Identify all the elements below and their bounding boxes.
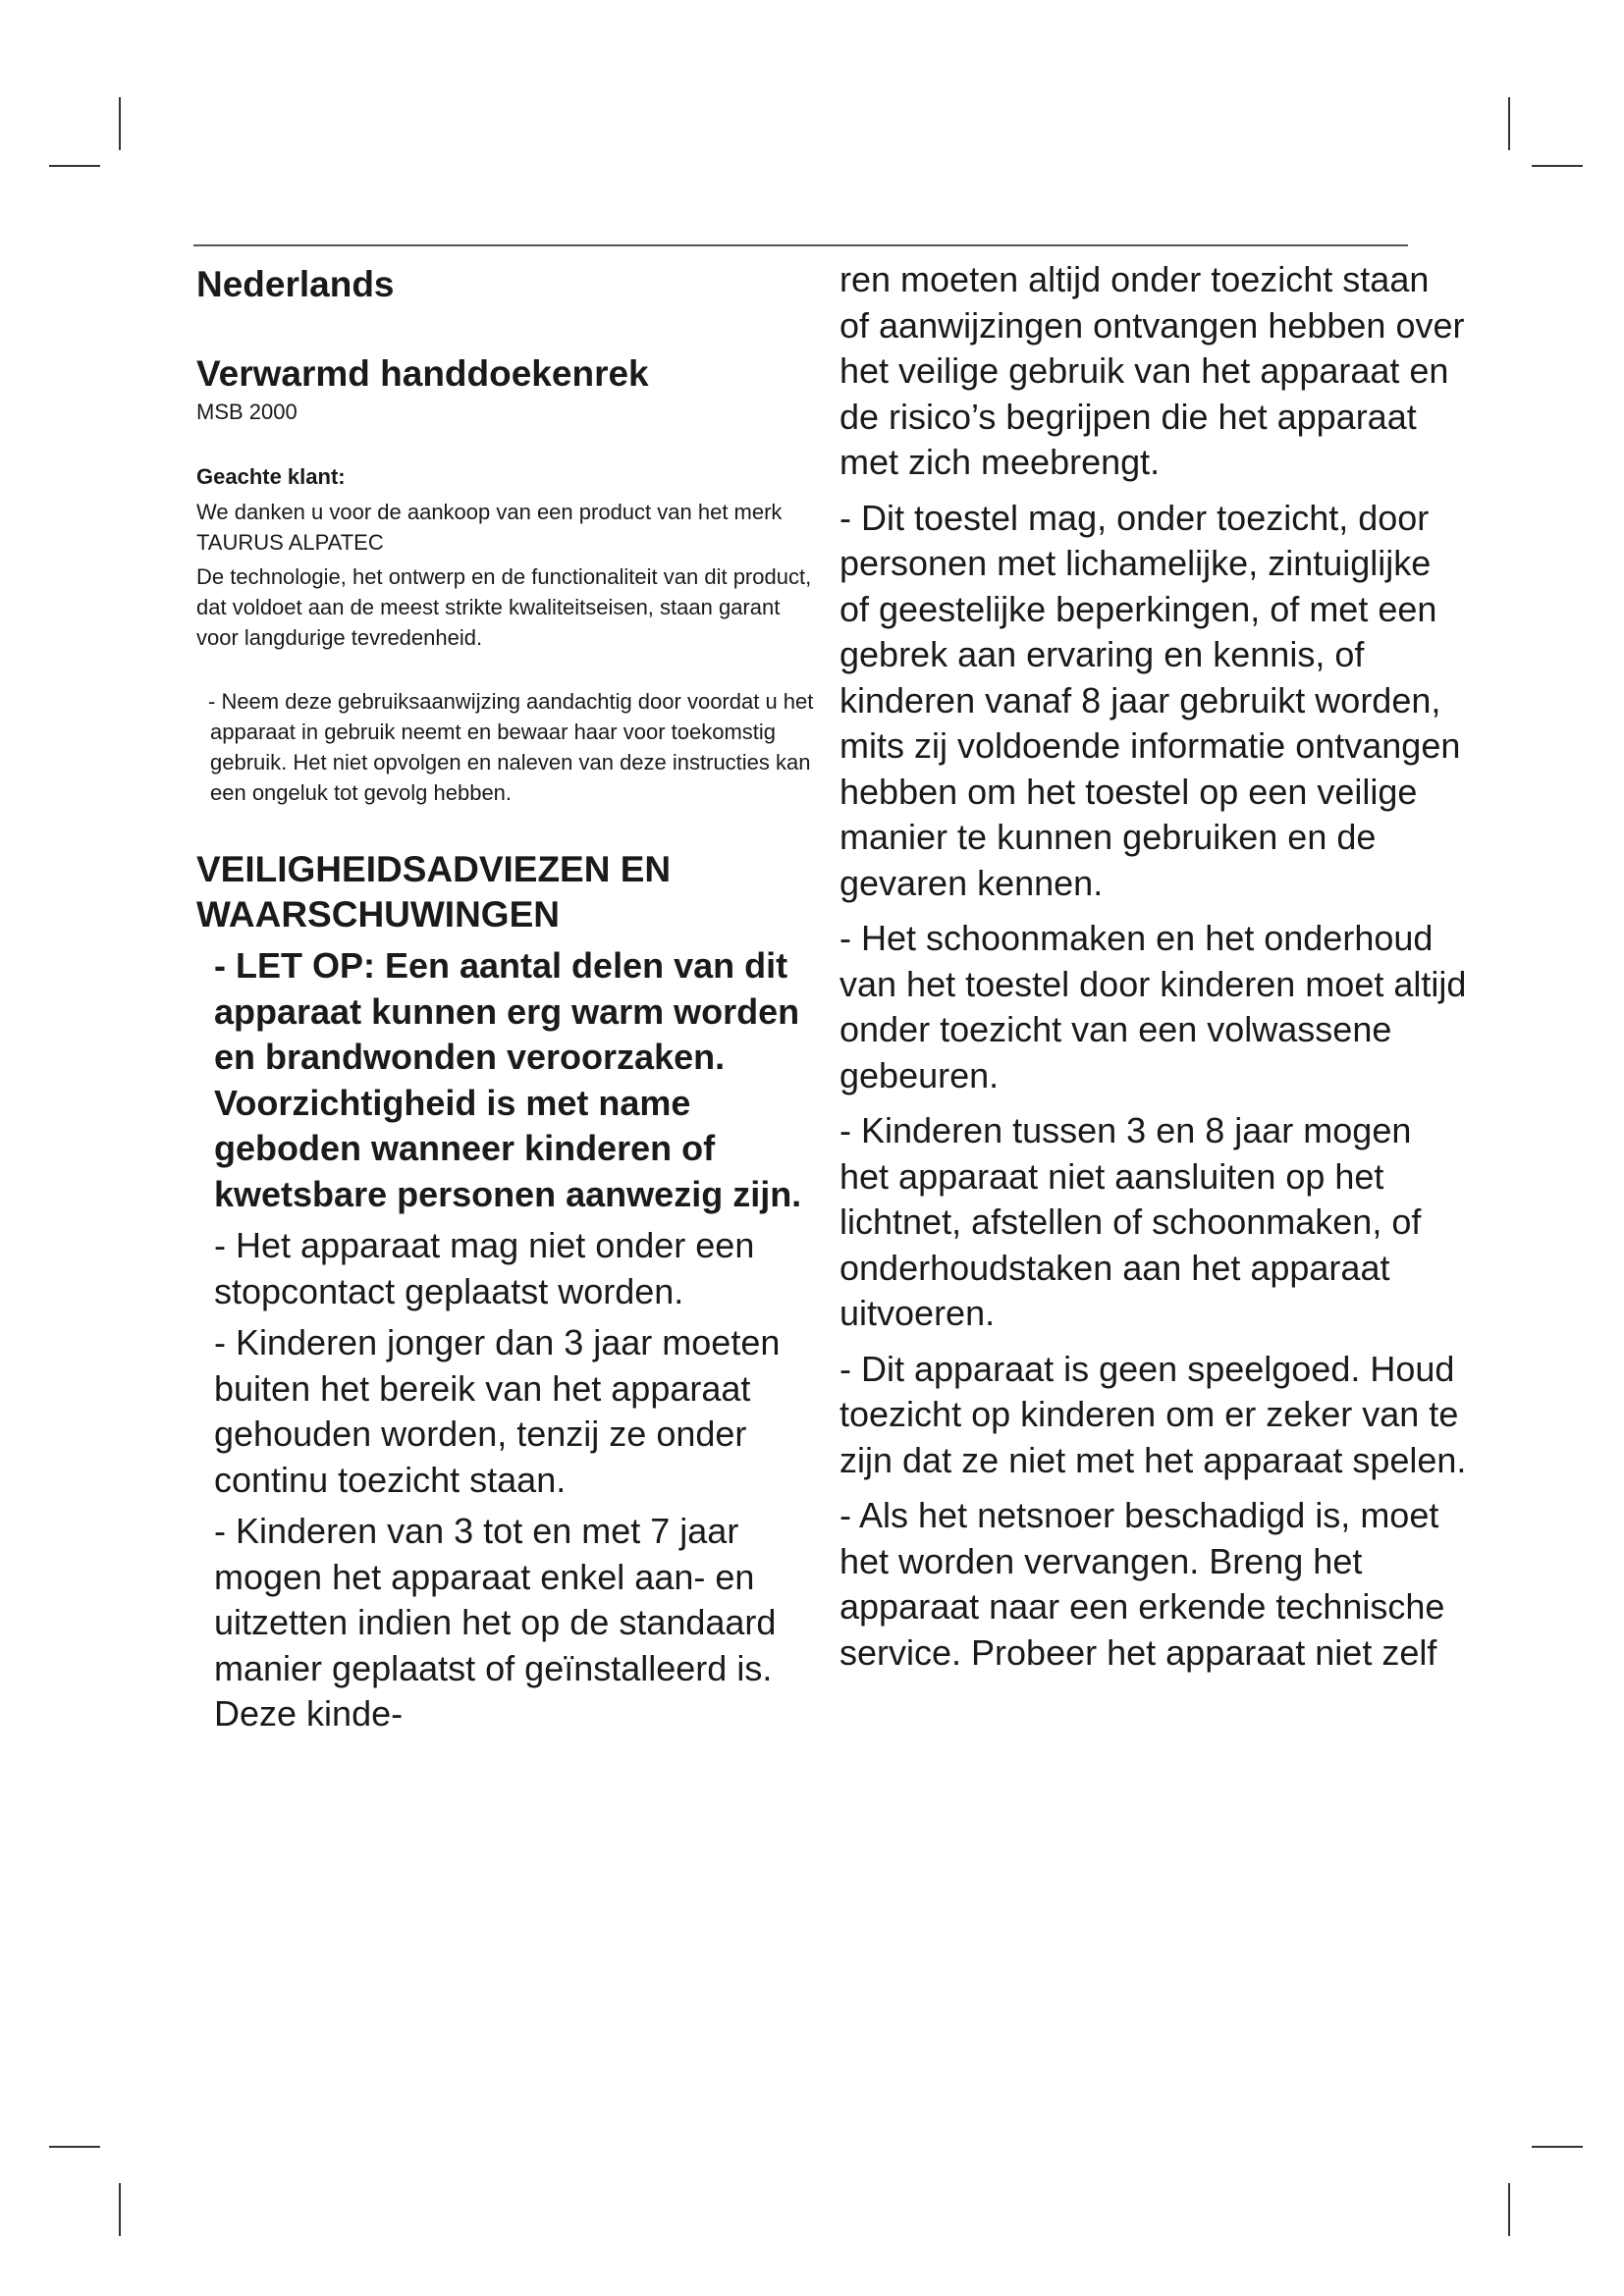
crop-mark-top-right-vertical (1508, 97, 1510, 150)
left-column (196, 257, 825, 1737)
language-heading: Nederlands (196, 264, 395, 304)
read-instructions-note: - Neem deze gebruiksaanwijzing aandachtig door voordat u het apparaat in gebruik neemt en bewaar haar voor toekomstig gebruik. Het niet opvolgen en naleven van deze instructies kan een ongeluk tot gevolg hebben. (208, 689, 814, 805)
safety-item: - Kinderen jonger dan 3 jaar moeten buiten het bereik van het apparaat gehouden worden, tenzij ze onder continu toezicht staan. (214, 1322, 781, 1500)
safety-item: - Het apparaat mag niet onder een stopcontact geplaatst worden. (214, 1225, 755, 1311)
safety-item: ren moeten altijd onder toezicht staan of aanwijzingen ontvangen hebben over het veilige gebruik van het apparaat en de risico’s begrijpen die het apparaat met zich meebrengt. (839, 259, 1465, 482)
crop-mark-top-left-vertical (119, 97, 121, 150)
model-number: MSB 2000 (196, 400, 298, 424)
right-column (839, 257, 1468, 1685)
safety-item: - Als het netsnoer beschadigd is, moet het worden vervangen. Breng het apparaat naar een erkende technische service. Probeer het apparaat niet zelf (839, 1495, 1445, 1673)
burn-warning: - LET OP: Een aantal delen van dit apparaat kunnen erg warm worden en brandwonden veroorzaken. Voorzichtigheid is met name geboden wanneer kinderen of kwetsbare personen aanwezig zijn. (214, 945, 802, 1214)
crop-mark-bottom-left-vertical (119, 2183, 121, 2236)
crop-mark-top-right-horizontal (1532, 165, 1583, 167)
greeting: Geachte klant: (196, 464, 346, 489)
safety-item: - Het schoonmaken en het onderhoud van het toestel door kinderen moet altijd onder toezicht van een volwassene gebeuren. (839, 918, 1467, 1095)
crop-mark-bottom-right-vertical (1508, 2183, 1510, 2236)
crop-mark-bottom-left-horizontal (49, 2146, 100, 2148)
safety-item: - Dit toestel mag, onder toezicht, door personen met lichamelijke, zintuiglijke of geestelijke beperkingen, of met een gebrek aan ervaring en kennis, of kinderen vanaf 8 jaar gebruikt worden, mits zij voldoende informatie ontvangen hebben om het toestel op een veilige manier te kunnen gebruiken en de gevaren kennen. (839, 497, 1461, 903)
product-title: Verwarmd handdoekenrek (196, 353, 649, 394)
safety-item: - Dit apparaat is geen speelgoed. Houd toezicht op kinderen om er zeker van te zijn dat ze niet met het apparaat spelen. (839, 1348, 1467, 1480)
safety-item: - Kinderen tussen 3 en 8 jaar mogen het apparaat niet aansluiten op het lichtnet, afstellen of schoonmaken, of onderhoudstaken aan het apparaat uitvoeren. (839, 1110, 1422, 1333)
crop-mark-top-left-horizontal (49, 165, 100, 167)
safety-item: - Kinderen van 3 tot en met 7 jaar mogen het apparaat enkel aan- en uitzetten indien het op de standaard manier geplaatst of geïnstalleerd is. Deze kinde- (214, 1511, 777, 1734)
technology-paragraph: De technologie, het ontwerp en de functionaliteit van dit product, dat voldoet aan de meest strikte kwaliteitseisen, staan garant voor langdurige tevredenheid. (196, 564, 812, 650)
safety-heading: VEILIGHEIDSADVIEZEN EN WAARSCHUWINGEN (196, 849, 672, 934)
header-rule (193, 244, 1408, 246)
crop-mark-bottom-right-horizontal (1532, 2146, 1583, 2148)
thanks-paragraph: We danken u voor de aankoop van een product van het merk TAURUS ALPATEC (196, 500, 783, 555)
